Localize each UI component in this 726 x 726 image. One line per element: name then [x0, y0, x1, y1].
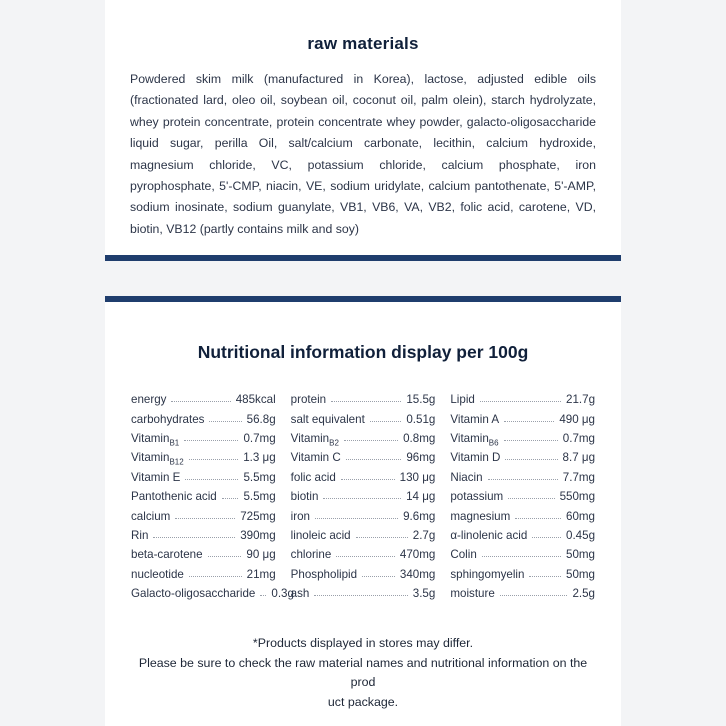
nutrient-row — [450, 409, 595, 428]
nutrient-label: Lipid — [450, 393, 475, 407]
dotted-leader — [314, 595, 407, 596]
nutrition-column — [450, 390, 595, 603]
nutrient-value: 3.5g — [412, 587, 436, 601]
dotted-leader — [515, 518, 561, 519]
nutrient-value: 390mg — [240, 528, 276, 542]
nutrient-label: Vitamin C — [290, 451, 341, 465]
nutrient-row — [450, 487, 595, 506]
nutrient-row — [131, 565, 276, 584]
nutrient-value: 21mg — [246, 567, 276, 581]
nutrient-row — [450, 390, 595, 409]
dotted-leader — [370, 421, 402, 422]
nutrient-row — [131, 429, 276, 448]
nutrient-value: 340mg — [399, 567, 436, 581]
nutrient-value: 485kcal — [235, 393, 276, 407]
dotted-leader — [153, 537, 235, 538]
nutrient-value: 2.7g — [412, 528, 436, 542]
dotted-leader — [331, 401, 401, 402]
nutrient-row — [291, 487, 436, 506]
nutrient-value: 8.7 μg — [562, 451, 596, 465]
nutrient-label: Vitamin D — [450, 451, 501, 465]
nutrient-value: 725mg — [240, 509, 276, 523]
dotted-leader — [209, 421, 241, 422]
nutrient-row — [291, 526, 436, 545]
nutrient-row — [291, 429, 436, 448]
nutrient-value: 0.51g — [406, 412, 436, 426]
nutrient-value: 5.5mg — [243, 470, 276, 484]
dotted-leader — [344, 440, 398, 441]
nutrient-value: 56.8g — [246, 412, 276, 426]
nutrient-value: 5.5mg — [243, 490, 276, 504]
nutrient-label: energy — [131, 393, 167, 407]
dotted-leader — [208, 556, 242, 557]
nutrient-value: 50mg — [566, 567, 596, 581]
dotted-leader — [185, 479, 238, 480]
nutrient-label: Vitamin E — [131, 470, 181, 484]
dotted-leader — [362, 576, 395, 577]
nutrient-label: protein — [290, 393, 327, 407]
nutrition-column — [291, 390, 436, 603]
nutrient-row — [291, 468, 436, 487]
nutrient-label: Vitamin A — [450, 412, 500, 426]
nutrient-row — [291, 390, 436, 409]
nutrient-value: 0.3g — [271, 587, 294, 601]
nutrient-value: 470mg — [399, 548, 436, 562]
nutrient-row — [131, 448, 276, 467]
footer-notes — [130, 634, 596, 712]
dotted-leader — [500, 595, 568, 596]
nutrient-row — [131, 584, 294, 603]
nutrient-label: biotin — [290, 490, 319, 504]
nutrient-value: 0.7mg — [562, 431, 596, 445]
dotted-leader — [189, 459, 239, 460]
nutrient-value: 96mg — [406, 451, 436, 465]
raw-materials-section — [105, 0, 621, 261]
dotted-leader — [341, 479, 395, 480]
nutrient-row — [291, 545, 436, 564]
nutrient-value: 14 μg — [406, 490, 436, 504]
nutrient-label: Phospholipid — [290, 567, 358, 581]
dotted-leader — [504, 440, 558, 441]
nutrient-label: carbohydrates — [131, 412, 205, 426]
dotted-leader — [529, 576, 561, 577]
nutrient-label: Rin — [131, 528, 149, 542]
nutrient-label: α-linolenic acid — [450, 528, 528, 542]
content-column — [105, 0, 621, 726]
nutrient-row — [291, 584, 436, 603]
nutrient-row — [450, 468, 595, 487]
dotted-leader — [504, 421, 554, 422]
dotted-leader — [508, 498, 554, 499]
nutrient-label: potassium — [450, 490, 504, 504]
nutrient-row — [131, 390, 276, 409]
nutrient-row — [131, 468, 276, 487]
nutrient-value: 15.5g — [406, 393, 436, 407]
nutrient-row — [450, 448, 595, 467]
nutrient-label: beta-carotene — [131, 548, 203, 562]
nutrient-row — [131, 409, 276, 428]
package-check-note-line2: uct package. — [327, 694, 399, 709]
nutrient-row — [131, 526, 276, 545]
nutrient-value: 60mg — [566, 509, 596, 523]
nutrient-label: sphingomyelin — [450, 567, 525, 581]
ingredients-text: Powdered skim milk (manufactured in Korea), lactose, adjusted edible oils (fractionated lard, oleo oil, soybean oil, coconut oil, palm olein), starch hydrolyzate, whey protein concentrate, protein concentrate whey powder, galacto-oligosaccharide liquid sugar, perilla Oil, salt/calcium carbonate, lecithin, calcium hydroxide, magnesium chloride, VC, potassium chloride, calcium phosphate, iron pyrophosphate, 5'-CMP, niacin, VE, sodium uridylate, calcium pantothenate, 5'-AMP, sodium inosinate, sodium guanylate, VB1, VB6, VA, VB2, folic acid, carotene, VD, biotin, VB12 (partly contains milk and soy) — [130, 72, 596, 236]
nutrient-label-subscript: B12 — [169, 457, 184, 467]
dotted-leader — [189, 576, 242, 577]
nutrient-value: 0.45g — [566, 528, 596, 542]
nutrition-section — [105, 296, 621, 726]
nutrient-label: magnesium — [450, 509, 511, 523]
dotted-leader — [488, 479, 558, 480]
dotted-leader — [480, 401, 561, 402]
dotted-leader — [323, 498, 401, 499]
nutrient-label: Vitamin$_{B1}$ — [131, 431, 180, 448]
nutrient-label: folic acid — [290, 470, 336, 484]
nutrient-row — [450, 429, 595, 448]
nutrition-title: Nutritional information display per 100g — [197, 342, 529, 362]
raw-materials-title: raw materials — [307, 34, 419, 53]
nutrient-row — [131, 487, 276, 506]
nutrient-label-subscript: B1 — [169, 438, 180, 448]
nutrient-label: calcium — [131, 509, 171, 523]
nutrient-label: moisture — [450, 587, 495, 601]
nutrient-label: Vitamin$_{B6}$ — [450, 431, 499, 448]
nutrient-label: Pantothenic acid — [131, 490, 217, 504]
dotted-leader — [336, 556, 395, 557]
dotted-leader — [346, 459, 402, 460]
dotted-leader — [482, 556, 561, 557]
nutrient-row — [291, 565, 436, 584]
nutrient-value: 7.7mg — [562, 470, 596, 484]
nutrient-value: 2.5g — [572, 587, 596, 601]
nutrient-value: 130 μg — [399, 470, 436, 484]
nutrient-label: Vitamin$_{B12}$ — [131, 451, 184, 467]
nutrient-label: chlorine — [290, 548, 332, 562]
dotted-leader — [505, 459, 557, 460]
nutrient-row — [450, 506, 595, 525]
nutrient-row — [450, 565, 595, 584]
nutrient-value: 21.7g — [566, 393, 596, 407]
nutrient-row — [291, 448, 436, 467]
dotted-leader — [175, 518, 235, 519]
nutrient-row — [131, 545, 276, 564]
nutrient-value: 90 μg — [246, 548, 276, 562]
nutrient-row — [450, 526, 595, 545]
nutrient-value: 50mg — [566, 548, 596, 562]
nutrient-label: Niacin — [450, 470, 483, 484]
nutrient-row — [450, 584, 595, 603]
nutrient-label-subscript: B2 — [329, 438, 339, 448]
nutrient-label: Galacto-oligosaccharide — [131, 587, 256, 601]
nutrient-value: 1.3 μg — [243, 451, 276, 465]
dotted-leader — [356, 537, 408, 538]
nutrient-row — [291, 506, 436, 525]
dotted-leader — [260, 595, 266, 596]
nutrient-label: ash — [290, 587, 310, 601]
nutrient-label: Vitamin$_{B2}$ — [290, 431, 339, 448]
nutrition-column — [131, 390, 294, 603]
nutrient-value: 0.8mg — [403, 431, 436, 445]
store-disclaimer-note: *Products displayed in stores may differ. — [252, 636, 474, 651]
dotted-leader — [171, 401, 230, 402]
package-check-note-line1: Please be sure to check the raw material names and nutritional information on the prod — [138, 655, 588, 690]
dotted-leader — [532, 537, 561, 538]
nutrition-table — [130, 390, 596, 603]
nutrient-label: Colin — [450, 548, 477, 562]
nutrient-label: iron — [290, 509, 311, 523]
nutrient-row — [450, 545, 595, 564]
dotted-leader — [315, 518, 398, 519]
dotted-leader — [184, 440, 238, 441]
nutrient-label-subscript: B6 — [488, 438, 499, 448]
nutrient-row — [131, 506, 276, 525]
nutrient-value: 9.6mg — [403, 509, 436, 523]
nutrient-label: linoleic acid — [290, 528, 351, 542]
nutrient-row — [291, 409, 436, 428]
nutrient-label: salt equivalent — [290, 412, 365, 426]
nutrient-label: nucleotide — [131, 567, 184, 581]
section-divider-gap — [105, 261, 621, 296]
nutrient-value: 550mg — [559, 490, 596, 504]
nutrient-value: 0.7mg — [243, 431, 276, 445]
nutrient-value: 490 μg — [559, 412, 596, 426]
dotted-leader — [222, 498, 239, 499]
